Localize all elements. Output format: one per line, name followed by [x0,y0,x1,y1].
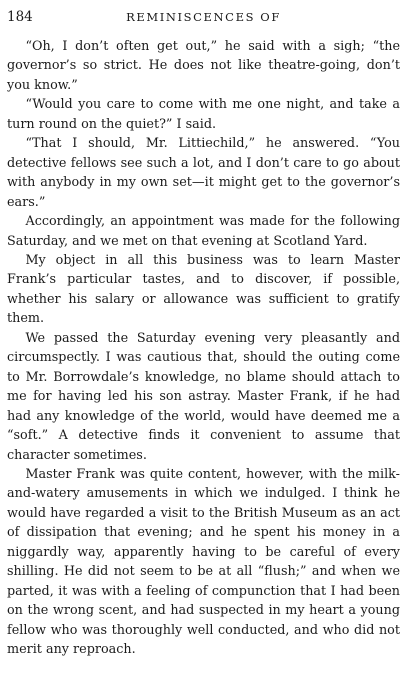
paragraph: “Oh, I don’t often get out,” he said with a sigh; “the governor’s so strict. He does not like theatre-going, don’t you know.” [7,39,400,93]
paragraph: My object in all this business was to learn Master Frank’s particular tastes, and to discover, if possible, whether his salary or allowance was sufficient to gratify them. [7,252,400,327]
paragraph: Accordingly, an appointment was made for the following Saturday, and we met on that evening at Scotland Yard. [7,214,400,249]
body-text [7,37,400,660]
page-header [7,9,400,29]
paragraph: “That I should, Mr. Littiechild,” he answered. “You detective fellows see such a lot, and I don’t care to go about with anybody in my own set—it might get to the governor’s ears.” [7,136,400,210]
paragraph: We passed the Saturday evening very pleasantly and circumspectly. I was cautious that, should the outing come to Mr. Borrowdale’s knowledge, no blame should attach to me for having led his son astray. Master Frank, if he had had any knowledge of the world, would have deemed me a “soft.” A detective finds it convenient to assume that character sometimes. [7,330,400,463]
paragraph: “Would you care to come with me one night, and take a turn round on the quiet?” I said. [7,97,400,132]
book-page [7,0,400,675]
paragraph: Master Frank was quite content, however, with the milk-and-watery amusements in which we indulged. I think he would have regarded a visit to the British Museum as an act of dissipation that evening; and he spent his money in a niggardly way, apparently having to be careful of every shilling. He did not seem to be at all “flush;” and when we parted, it was with a feeling of compunction that I had been on the wrong scent, and had suspected in my heart a young fellow who was thoroughly well conducted, and who did not merit any reproach. [7,466,400,658]
running-head: REMINISCENCES OF [126,10,281,24]
page-number: 184 [7,9,33,25]
